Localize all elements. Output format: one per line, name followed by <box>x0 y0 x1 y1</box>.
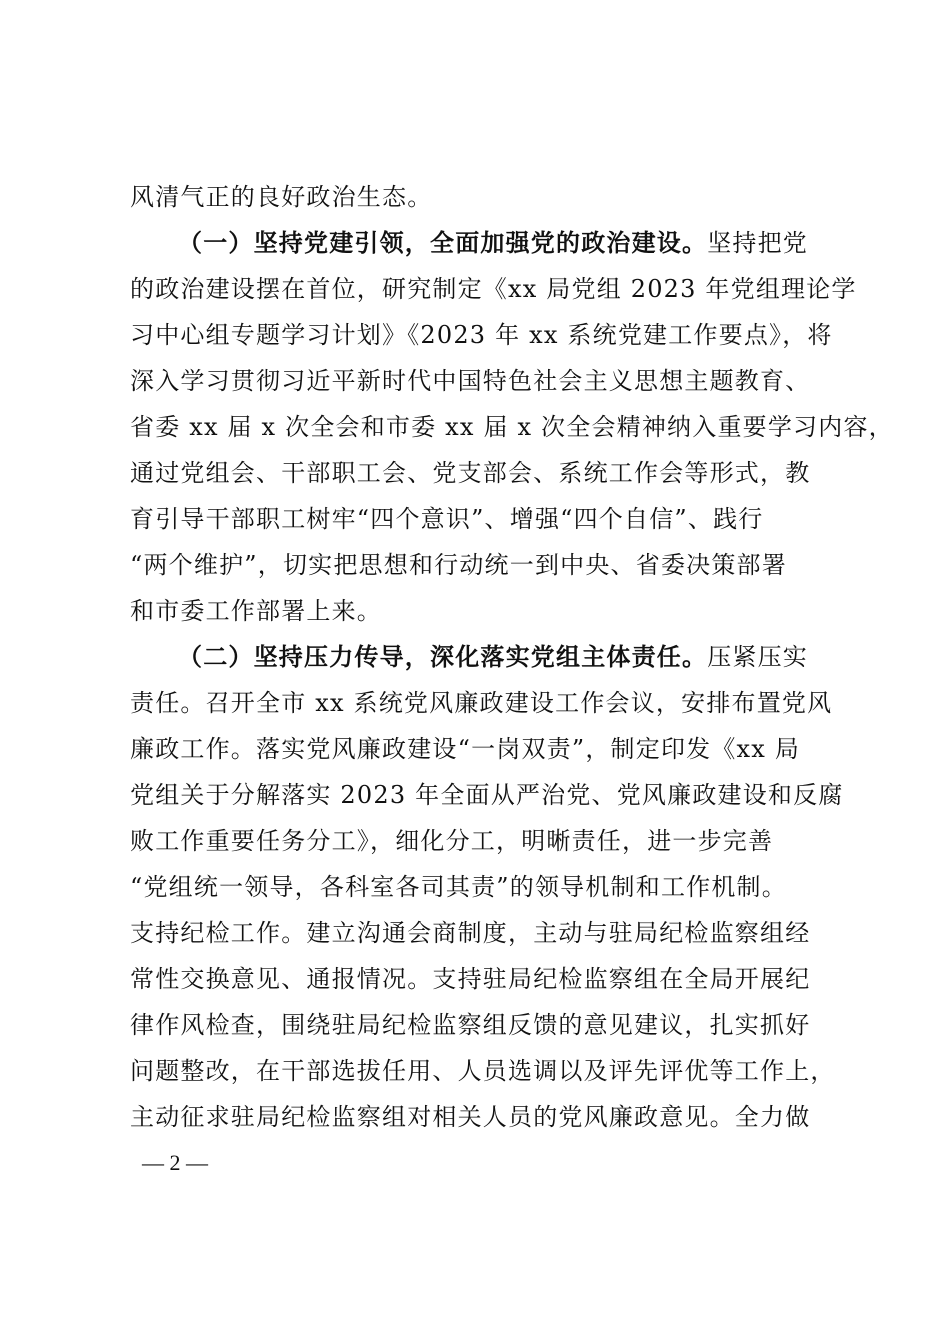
line-text: 通过党组会、干部职工会、党支部会、系统工作会等形式，教 <box>130 459 811 487</box>
body-line <box>130 407 894 447</box>
body-line <box>130 729 830 769</box>
body-line <box>130 775 844 815</box>
line-text: “两个维护”，切实把思想和行动统一到中央、省委决策部署 <box>130 551 787 579</box>
body-line <box>130 361 830 401</box>
body-line <box>130 453 830 493</box>
body-line <box>130 315 833 355</box>
section-heading-1: （一）坚持党建引领，全面加强党的政治建设。 <box>178 228 708 257</box>
line-text: 党组关于分解落实 2023 年全面从严治党、党风廉政建设和反腐 <box>130 781 844 809</box>
section-heading-line <box>130 223 830 263</box>
line-text: 风清气正的良好政治生态。 <box>130 183 433 211</box>
line-text: 责任。召开全市 xx 系统党风廉政建设工作会议，安排布置党风 <box>130 689 833 717</box>
line-text: 律作风检查，围绕驻局纪检监察组反馈的意见建议，扎实抓好 <box>130 1011 811 1039</box>
body-line <box>130 1051 836 1091</box>
body-line <box>130 177 830 217</box>
line-text: 育引导干部职工树牢“四个意识”、增强“四个自信”、践行 <box>130 505 764 533</box>
line-text: 常性交换意见、通报情况。支持驻局纪检监察组在全局开展纪 <box>130 965 811 993</box>
line-text: 败工作重要任务分工》，细化分工，明晰责任，进一步完善 <box>130 827 774 855</box>
body-line <box>130 683 833 723</box>
line-text: 主动征求驻局纪检监察组对相关人员的党风廉政意见。全力做 <box>130 1103 811 1131</box>
body-line <box>130 913 830 953</box>
body-line <box>130 959 830 999</box>
body-line <box>130 545 830 585</box>
line-text: 的政治建设摆在首位，研究制定《xx 局党组 2023 年党组理论学 <box>130 275 857 303</box>
body-line <box>130 269 857 309</box>
line-text: “党组统一领导，各科室各司其责”的领导机制和工作机制。 <box>130 873 787 901</box>
body-line <box>130 591 830 631</box>
section-heading-2: （二）坚持压力传导，深化落实党组主体责任。 <box>178 642 708 671</box>
line-text: 压紧压实 <box>707 643 809 671</box>
line-text: 深入学习贯彻习近平新时代中国特色社会主义思想主题教育、 <box>130 367 811 395</box>
line-text: 问题整改，在干部选拔任用、人员选调以及评先评优等工作上， <box>130 1057 836 1085</box>
line-text: 习中心组专题学习计划》《2023 年 xx 系统党建工作要点》，将 <box>130 321 833 349</box>
body-line <box>130 1097 830 1137</box>
line-text: 廉政工作。落实党风廉政建设“一岗双责”，制定印发《xx 局 <box>130 735 801 763</box>
line-text: 坚持把党 <box>707 229 809 257</box>
body-line <box>130 867 830 907</box>
section-heading-line <box>130 637 830 677</box>
body-line <box>130 821 830 861</box>
line-text: 支持纪检工作。建立沟通会商制度，主动与驻局纪检监察组经 <box>130 919 811 947</box>
body-line <box>130 1005 830 1045</box>
line-text: 和市委工作部署上来。 <box>130 597 382 625</box>
line-text: 省委 xx 届 x 次全会和市委 xx 届 x 次全会精神纳入重要学习内容， <box>130 413 894 441</box>
body-line <box>130 499 830 539</box>
page-number: — 2 — <box>142 1150 208 1175</box>
